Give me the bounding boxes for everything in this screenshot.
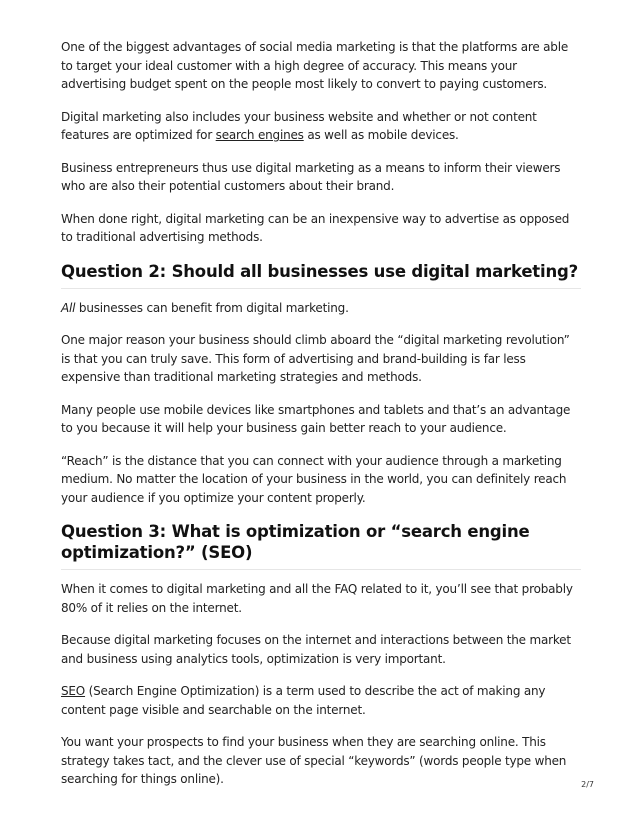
paragraph-save: One major reason your business should climb aboard the “digital marketing revolution” is that you can truly save. This form of advertising and brand-building is far less expensive than traditional marketing strategies and methods. xyxy=(61,333,570,384)
emphasis-all: All xyxy=(61,300,76,315)
paragraph-seo-definition xyxy=(61,682,581,719)
heading-question-2: Question 2: Should all businesses use digital marketing? xyxy=(61,261,581,289)
seo-link[interactable]: SEO xyxy=(61,684,86,698)
paragraph-mobile-devices: Many people use mobile devices like smartphones and tablets and that’s an advantage to you because it will help your business gain better reach to your audience. xyxy=(61,402,571,435)
paragraph-all-businesses xyxy=(61,299,581,318)
paragraph-keywords: You want your prospects to find your business when they are searching online. This strategy takes tact, and the clever use of special “keywords” (words people type when searching for things online). xyxy=(61,735,567,786)
paragraph-inexpensive: When done right, digital marketing can be an inexpensive way to advertise as opposed to traditional advertising methods. xyxy=(61,211,570,244)
page-number: 2/7 xyxy=(581,780,594,789)
paragraph-social-media-targeting: One of the biggest advantages of social media marketing is that the platforms are able to target your ideal customer with a high degree of accuracy. This means your advertising budget spent on the people most likely to convert to paying customers. xyxy=(61,40,569,91)
paragraph-optimization-important: Because digital marketing focuses on the internet and interactions between the market and business using analytics tools, optimization is very important. xyxy=(61,633,571,666)
paragraph-entrepreneurs: Business entrepreneurs thus use digital marketing as a means to inform their viewers who are also their potential customers about their brand. xyxy=(61,160,561,193)
paragraph-text: businesses can benefit from digital marketing. xyxy=(75,300,349,315)
search-engines-link[interactable]: search engines xyxy=(215,128,304,142)
paragraph-text: as well as mobile devices. xyxy=(303,128,459,142)
paragraph-website-optimization xyxy=(61,108,581,145)
paragraph-relies-on-internet: When it comes to digital marketing and all the FAQ related to it, you’ll see that probably 80% of it relies on the internet. xyxy=(61,582,573,615)
paragraph-text: (Search Engine Optimization) is a term used to describe the act of making any content page visible and searchable on the internet. xyxy=(61,684,546,717)
paragraph-text: Digital marketing also includes your business website and whether or not content features are optimized for xyxy=(61,109,537,142)
article-body xyxy=(61,38,581,803)
heading-question-3: Question 3: What is optimization or “search engine optimization?” (SEO) xyxy=(61,521,581,570)
paragraph-reach: “Reach” is the distance that you can connect with your audience through a marketing medium. No matter the location of your business in the world, you can definitely reach your audience if you optimize your content properly. xyxy=(61,453,567,505)
